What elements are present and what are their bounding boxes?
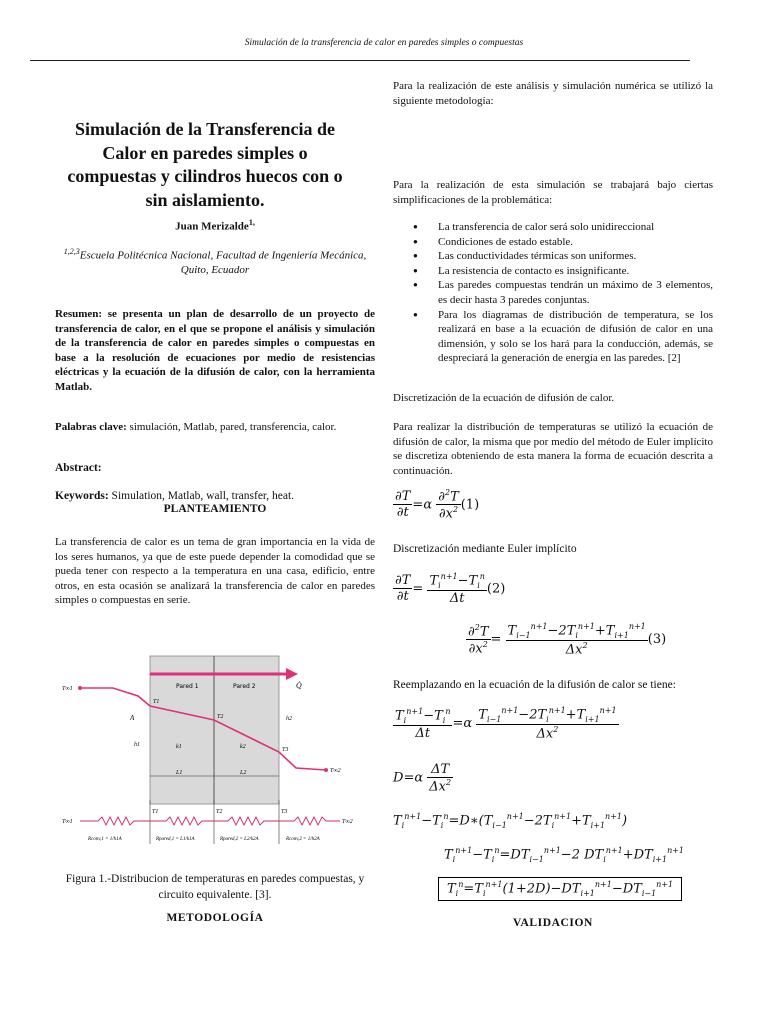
equation-7: $T_i^{n+1}-T_i^n=DT_{i-1}^{n+1}-2$ $DT_i^{n+1}+DT_{i+1}^{n+1}$ (444, 846, 685, 864)
header-rule (30, 60, 690, 61)
equation-8-boxed: $T_i^n=T_i^{n+1}(1+2D)-DT_{i+1}^{n+1}-DT_{i-1}^{n+1}$ (438, 877, 682, 901)
equation-4: $\frac{T_i^{n+1}-T_i^n}{\Delta t}$ =α $\frac{T_{i-1}^{n+1}-2T_i^{n+1}+T_{i+1}^{n+1}}{\Delta x^2}$ (395, 706, 617, 742)
abstract-es: Resumen: se presenta un plan de desarrollo de un proyecto de transferencia de calor, en el que se propone el análisis y simulación de la transferencia de calor en paredes simples o compuestas en base a la resolución de ecuaciones por medio de resistencias eléctricas y la ecuación de la difusión de calor, con la herramienta Matlab. (55, 308, 375, 393)
label-k2: k2 (240, 744, 246, 750)
author-name: Juan Merizalde (175, 220, 249, 233)
affiliation (55, 245, 375, 277)
section-validacion: VALIDACION (513, 917, 593, 929)
keywords (55, 420, 375, 435)
label-wall-2: Pared 2 (233, 683, 256, 690)
label-q: Q̇ (296, 682, 302, 690)
label-wall-1: Pared 1 (176, 683, 199, 690)
label-h1: h1 (134, 742, 140, 748)
affil-sup: 1,2,3 (63, 247, 80, 256)
heat-flow-arrowhead (286, 668, 298, 680)
tinf1-point (78, 686, 82, 690)
label-t2: T2 (217, 714, 224, 720)
equation-3-label: (3) (647, 632, 667, 648)
equation-1: $\frac{\partial T}{\partial t}$ =α $\frac{\partial^2T}{\partial x^2}$ (1) (395, 488, 480, 522)
circuit-label-t3: T3 (281, 809, 288, 815)
list-item: ● Condiciones de estado estable. (413, 235, 713, 250)
list-item: ● La transferencia de calor será solo unidireccional (413, 220, 713, 235)
label-h2: h2 (286, 716, 292, 722)
list-item: ● Para los diagramas de distribución de temperatura, se los realizará en base a la ecuación de difusión de calor en una dimensión, y solo se los hará para la conducción, además, se despreciará la generación de energía en las paredes. [2] (413, 308, 713, 366)
label-r-conv1: Rconv,1 = 1/h1A (88, 837, 122, 842)
list-item: ● Las conductividades térmicas son uniformes. (413, 249, 713, 264)
equation-5: D=α $\frac{\Delta T}{\Delta x^2}$ (393, 762, 452, 795)
tinf2-point (324, 768, 328, 772)
label-t1: T1 (153, 699, 160, 705)
methodology-intro: Para la realización de este análisis y simulación numérica se utilizó la siguiente metodología: (393, 80, 713, 107)
keywords-label: Palabras clave: (55, 421, 127, 433)
simplifications-intro: Para la realización de esta simulación se trabajará bajo ciertas simplificaciones de la problemática: (393, 179, 713, 206)
author (60, 218, 370, 233)
label-r-wall2: Rpared,2 = L2/k2A (220, 837, 259, 842)
section-metodologia: METODOLOGÍA (166, 912, 264, 924)
paper-title: Simulación de la Transferencia de Calor en paredes simples o compuestas y cilindros huecos con o sin aislamiento. (67, 119, 343, 210)
keywords-text: simulación, Matlab, pared, transferencia, calor. (129, 421, 337, 433)
euler-heading: Discretización mediante Euler implícito (393, 543, 577, 555)
abstract-heading: Abstract: (55, 462, 102, 474)
label-a: A (130, 714, 135, 722)
label-tinf2: T∞2 (330, 768, 341, 774)
affiliation-text: Escuela Politécnica Nacional, Facultad de Ingeniería Mecánica, Quito, Ecuador (79, 249, 367, 276)
circuit-label-tinf1: T∞1 (62, 819, 73, 825)
author-sup: 1, (248, 218, 255, 227)
replace-heading: Reemplazando en la ecuación de la difusión de calor se tiene: (393, 679, 676, 691)
label-r-wall1: Rpared,1 = L1/k1A (156, 837, 195, 842)
label-k1: k1 (176, 744, 182, 750)
simplifications-list (413, 220, 713, 366)
running-header: Simulación de la transferencia de calor en paredes simples o compuestas (244, 38, 524, 48)
equation-2: $\frac{\partial T}{\partial t}$ = $\frac{T_i^{n+1}-T_i^n}{\Delta t}$ (2) (395, 572, 506, 606)
thermal-resistance-circuit (80, 817, 340, 825)
label-l1: L1 (176, 770, 183, 776)
figure-caption: Figura 1.-Distribucion de temperaturas en paredes compuestas, y circuito equivalente. [3]. (65, 873, 365, 901)
equation-1-label: (1) (460, 497, 480, 513)
label-t3: T3 (282, 747, 289, 753)
keywords-en-label: Keywords: (55, 490, 109, 502)
discretization-paragraph: Para realizar la distribución de temperaturas se utilizó la ecuación de difusión de calor, la misma que por medio del método de Euler implícito se discretiza obteniendo de esta manera la forma de ecuación descrita a continuación. (393, 421, 713, 477)
circuit-label-tinf2: T∞2 (342, 819, 353, 825)
equation-2-label: (2) (486, 581, 506, 597)
label-tinf1: T∞1 (62, 686, 73, 692)
circuit-label-t2: T2 (216, 809, 223, 815)
list-item: ● Las paredes compuestas tendrán un máximo de 3 elementos, es decir hasta 3 paredes conjuntas. (413, 278, 713, 307)
circuit-label-t1: T1 (152, 809, 159, 815)
keywords-en (55, 490, 375, 502)
discretization-heading: Discretización de la ecuación de difusión de calor. (393, 392, 615, 404)
keywords-en-text: Simulation, Matlab, wall, transfer, heat. (111, 490, 295, 502)
equation-6: $T_i^{n+1}-T_i^n=D∗(T_{i-1}^{n+1}-2T_i^{n+1}+T_{i+1}^{n+1})$ (393, 812, 628, 830)
composite-wall-figure (58, 648, 358, 856)
label-r-conv2: Rconv,2 = 1/h2A (286, 837, 320, 842)
section-planteamiento: PLANTEAMIENTO (163, 503, 267, 515)
equation-3: $\frac{\partial^2T}{\partial x^2}$ = $\frac{T_{i-1}^{n+1}-2T_i^{n+1}+T_{i+1}^{n+1}}{\Delta x^2}$ (3) (468, 622, 667, 658)
intro-paragraph: La transferencia de calor es un tema de gran importancia en la vida de los seres humanos, ya que de este puede depender la comodidad que se pueda tener con respecto a la temperatura en una casa, edificio, entre otros, en esta ocasión se analizará la transferencia de calor en paredes simples o compuestas en serie. (55, 536, 375, 607)
list-item: ● La resistencia de contacto es insignificante. (413, 264, 713, 279)
label-l2: L2 (240, 770, 247, 776)
